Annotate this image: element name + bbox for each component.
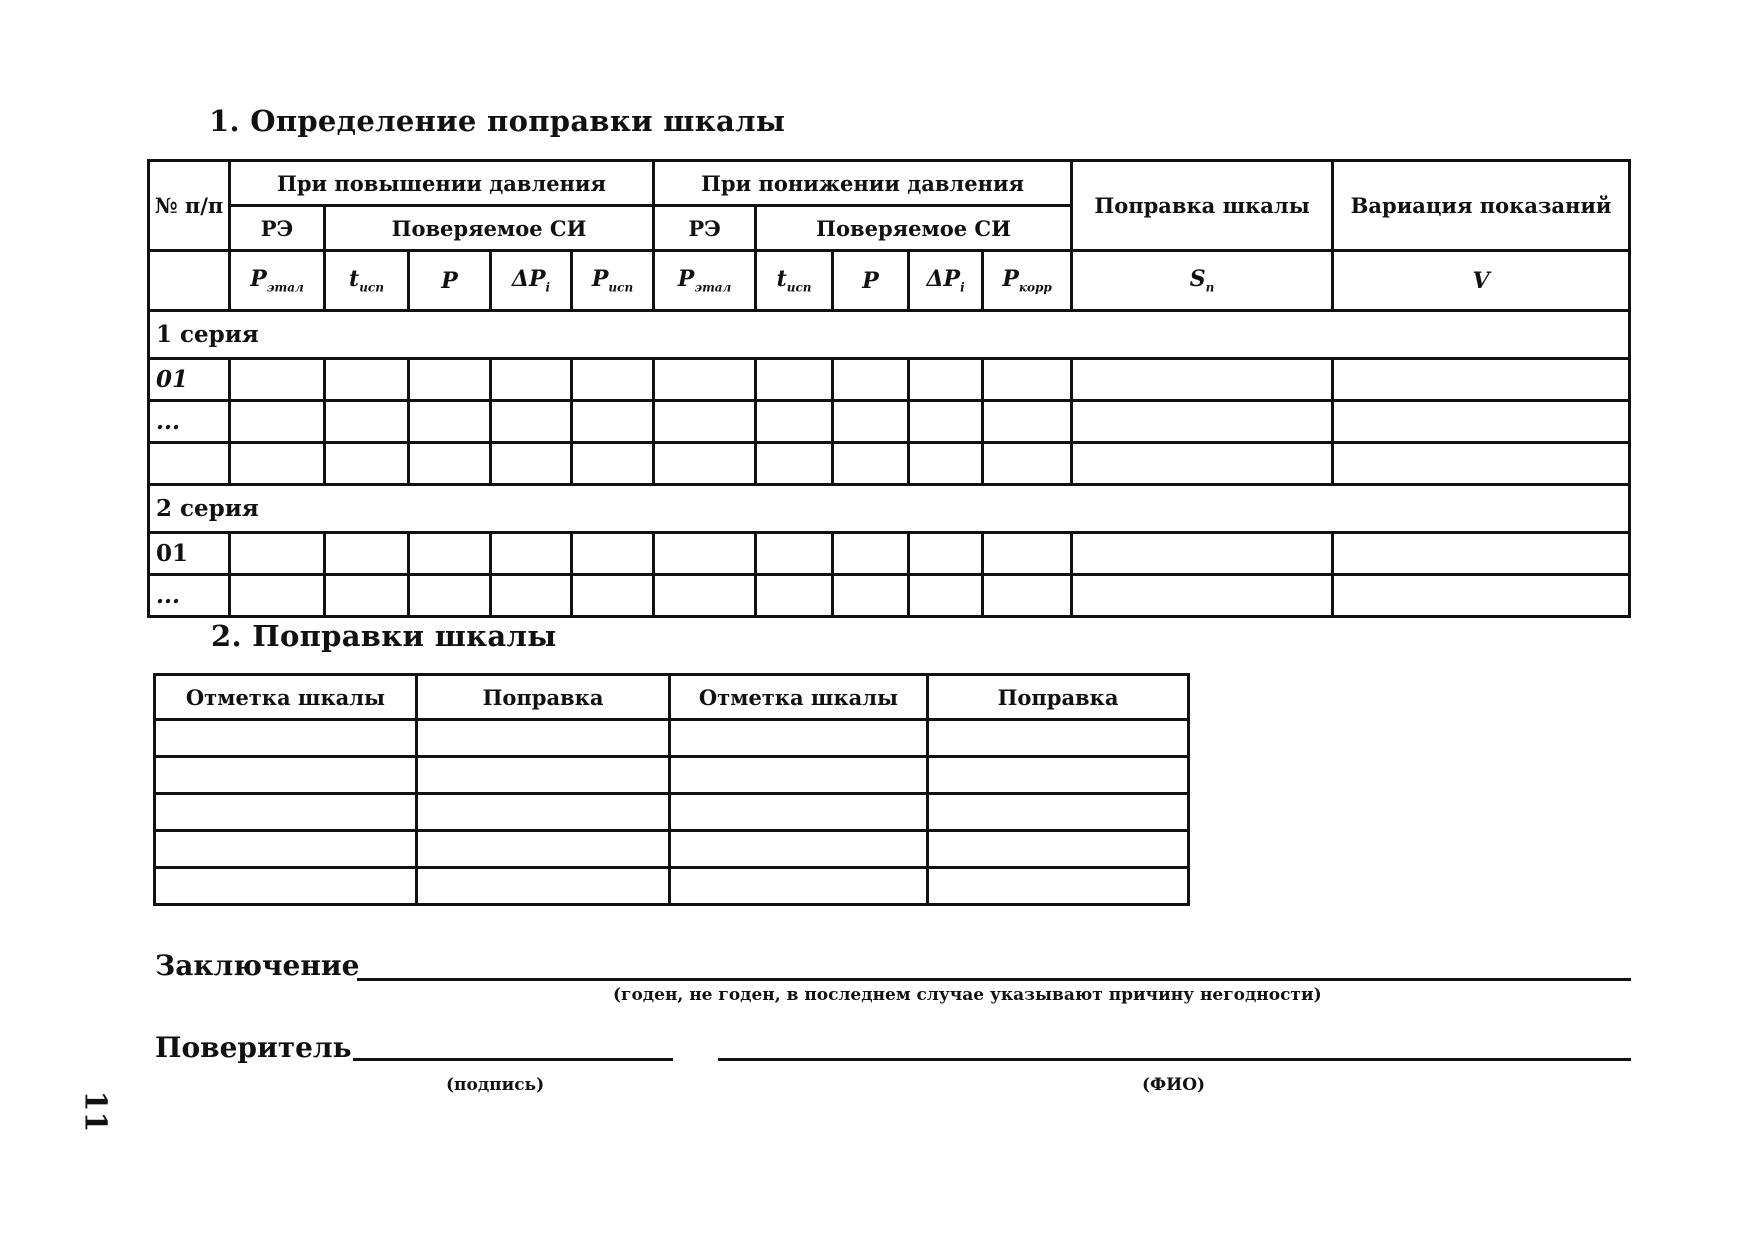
series-2-label: 2 серия bbox=[149, 485, 1630, 533]
row-label: ... bbox=[149, 575, 230, 617]
col-correction-1: Поправка bbox=[417, 675, 670, 720]
symbol-delta-p-2: $\Delta P_i$ bbox=[909, 251, 983, 311]
table-row bbox=[155, 757, 1189, 794]
verified-si-header-decrease: Поверяемое СИ bbox=[756, 206, 1072, 251]
group-increase-header: При повышении давления bbox=[230, 161, 654, 206]
symbol-t-isp-2: $t_{исп}$ bbox=[756, 251, 833, 311]
series-1-label: 1 серия bbox=[149, 311, 1630, 359]
table-row bbox=[155, 868, 1189, 905]
symbol-p-etal-2: $P_{этал}$ bbox=[654, 251, 756, 311]
row-label: 01 bbox=[149, 533, 230, 575]
signature-line bbox=[353, 1058, 673, 1061]
conclusion-line bbox=[357, 978, 1631, 981]
fio-caption: (ФИО) bbox=[1142, 1075, 1206, 1095]
symbol-p-etal: $P_{этал}$ bbox=[230, 251, 325, 311]
scale-correction-header: Поправка шкалы bbox=[1072, 161, 1333, 251]
table-row bbox=[149, 533, 1630, 575]
conclusion-caption: (годен, не годен, в последнем случае указывают причину негодности) bbox=[613, 985, 1322, 1005]
re-header-decrease: РЭ bbox=[654, 206, 756, 251]
section2-heading: 2. Поправки шкалы bbox=[211, 619, 557, 653]
symbol-p-korr: $P_{корр}$ bbox=[983, 251, 1072, 311]
conclusion-label: Заключение bbox=[155, 949, 360, 982]
symbol-p-isp: $P_{исп}$ bbox=[572, 251, 654, 311]
col-scale-mark-1: Отметка шкалы bbox=[155, 675, 417, 720]
table-row bbox=[155, 794, 1189, 831]
fio-line bbox=[718, 1058, 1631, 1061]
col-number-header: № п/п bbox=[149, 161, 230, 251]
group-decrease-header: При понижении давления bbox=[654, 161, 1072, 206]
table-row bbox=[149, 575, 1630, 617]
section1-heading: 1. Определение поправки шкалы bbox=[209, 104, 786, 138]
col-scale-mark-2: Отметка шкалы bbox=[670, 675, 928, 720]
verified-si-header-increase: Поверяемое СИ bbox=[325, 206, 654, 251]
symbol-t-isp: $t_{исп}$ bbox=[325, 251, 409, 311]
table-row bbox=[155, 720, 1189, 757]
symbol-empty bbox=[149, 251, 230, 311]
col-correction-2: Поправка bbox=[928, 675, 1189, 720]
symbol-v: V bbox=[1333, 251, 1630, 311]
table-row bbox=[149, 401, 1630, 443]
table-row bbox=[155, 831, 1189, 868]
verifier-label: Поверитель bbox=[155, 1031, 352, 1064]
signature-caption: (подпись) bbox=[446, 1075, 545, 1095]
row-label: ... bbox=[149, 401, 230, 443]
symbol-delta-p: $\Delta P_i$ bbox=[491, 251, 572, 311]
reading-variation-header: Вариация показаний bbox=[1333, 161, 1630, 251]
scale-correction-table bbox=[147, 159, 1631, 618]
re-header-increase: РЭ bbox=[230, 206, 325, 251]
table-row bbox=[149, 359, 1630, 401]
scale-corrections-table bbox=[153, 673, 1190, 906]
page-number: 11 bbox=[77, 1090, 113, 1133]
row-label: 01 bbox=[149, 359, 230, 401]
symbol-p-2: P bbox=[833, 251, 909, 311]
symbol-s-n: $S_n$ bbox=[1072, 251, 1333, 311]
symbol-p: P bbox=[409, 251, 491, 311]
table-row bbox=[149, 443, 1630, 485]
